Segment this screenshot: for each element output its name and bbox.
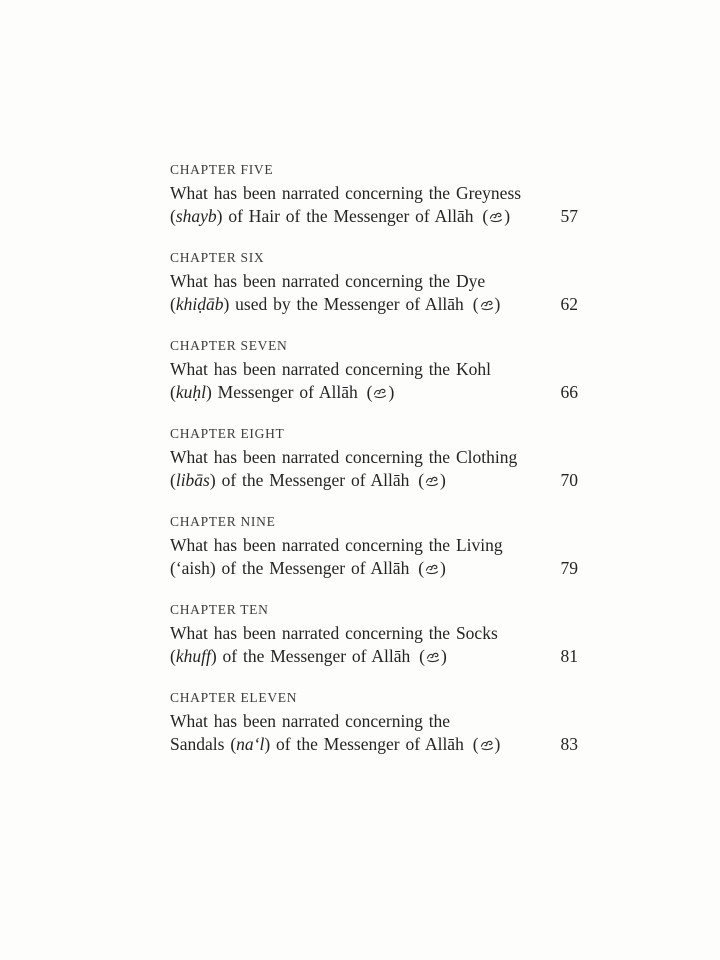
honorific-paren-close: ) (494, 294, 501, 314)
toc-entry (170, 512, 578, 580)
transliterated-term: khiḍāb (175, 294, 224, 314)
honorific (419, 646, 447, 666)
chapter-description-line1: What has been narrated concerning the Dye (170, 271, 486, 291)
honorific-paren-open: ( (472, 294, 479, 314)
chapter-description-line2 (170, 733, 578, 756)
line2-prefix: ( (170, 206, 176, 226)
line2-suffix: ) of the Messenger of Allāh (209, 470, 410, 490)
chapter-description-line2 (170, 293, 578, 316)
page-number: 81 (560, 646, 578, 666)
line2-prefix: ( (170, 646, 176, 666)
page-number: 57 (560, 206, 578, 226)
honorific (418, 558, 446, 578)
honorific-paren-close: ) (441, 646, 447, 666)
honorific (473, 294, 501, 314)
chapter-description-line1: What has been narrated concerning the Kohl (170, 359, 491, 379)
toc-entry (170, 688, 578, 756)
line2-suffix: ) used by the Messenger of Allāh (223, 294, 464, 314)
line2-prefix: ( (170, 470, 176, 490)
honorific-paren-open: ( (482, 206, 489, 226)
chapter-heading: CHAPTER EIGHT (170, 426, 285, 441)
chapter-description-line1: What has been narrated concerning the Socks (170, 623, 498, 643)
honorific-paren-close: ) (388, 382, 395, 402)
chapter-description-line2-text (170, 469, 446, 492)
chapter-description-line1: What has been narrated concerning the Greyness (170, 183, 522, 203)
transliterated-term: shayb (175, 206, 217, 226)
toc-entry (170, 424, 578, 492)
honorific-paren-open: ( (419, 646, 425, 666)
sallallahu-alayhi-wasallam-icon (373, 387, 387, 399)
line2-prefix: ( (170, 294, 176, 314)
page-number: 83 (560, 734, 578, 754)
honorific-paren-close: ) (440, 558, 446, 578)
chapter-heading: CHAPTER NINE (170, 514, 276, 529)
sallallahu-alayhi-wasallam-icon (480, 739, 494, 751)
transliterated-term: kuḥl (175, 382, 206, 402)
chapter-description-line2 (170, 557, 578, 580)
honorific-paren-open: ( (472, 734, 479, 754)
toc-entry (170, 248, 578, 316)
chapter-description-line2-text (170, 205, 510, 228)
transliterated-term: libās (175, 470, 210, 490)
chapter-description-line2 (170, 205, 578, 228)
chapter-description-line2-text (170, 381, 394, 404)
page-number: 79 (560, 558, 578, 578)
table-of-contents (170, 160, 578, 776)
chapter-heading: CHAPTER SIX (170, 250, 265, 265)
chapter-description-line2-text (170, 733, 500, 756)
transliterated-term: na‘l (236, 734, 265, 754)
chapter-heading: CHAPTER FIVE (170, 162, 274, 177)
honorific-paren-open: ( (366, 382, 373, 402)
chapter-description-line1: What has been narrated concerning the Clothing (170, 447, 518, 467)
toc-entry (170, 600, 578, 668)
chapter-description-line2-text (170, 645, 447, 668)
transliterated-term: ‘aish (175, 558, 210, 578)
line2-prefix: Sandals ( (170, 734, 237, 754)
page-number: 70 (560, 470, 578, 490)
chapter-heading: CHAPTER ELEVEN (170, 690, 298, 705)
line2-suffix: ) of the Messenger of Allāh (264, 734, 464, 754)
line2-suffix: ) of the Messenger of Allāh (209, 558, 410, 578)
chapter-description-line2 (170, 469, 578, 492)
page-number: 66 (560, 382, 578, 402)
page-number: 62 (560, 294, 578, 314)
line2-prefix: ( (170, 382, 176, 402)
honorific-paren-close: ) (494, 734, 501, 754)
honorific-paren-close: ) (440, 470, 446, 490)
line2-suffix: ) of Hair of the Messenger of Allāh (216, 206, 474, 226)
honorific-paren-close: ) (504, 206, 511, 226)
chapter-description-line2 (170, 381, 578, 404)
honorific-paren-open: ( (418, 470, 425, 490)
honorific-paren-open: ( (418, 558, 425, 578)
transliterated-term: khuff (175, 646, 211, 666)
sallallahu-alayhi-wasallam-icon (426, 651, 440, 663)
sallallahu-alayhi-wasallam-icon (480, 299, 494, 311)
chapter-heading: CHAPTER SEVEN (170, 338, 288, 353)
toc-entry (170, 160, 578, 228)
chapter-heading: CHAPTER TEN (170, 602, 269, 617)
line2-suffix: ) of the Messenger of Allāh (210, 646, 411, 666)
toc-entry (170, 336, 578, 404)
chapter-description-line2-text (170, 557, 446, 580)
honorific (482, 206, 510, 226)
line2-prefix: ( (170, 558, 176, 578)
line2-suffix: ) Messenger of Allāh (205, 382, 358, 402)
chapter-description-line2 (170, 645, 578, 668)
sallallahu-alayhi-wasallam-icon (425, 475, 439, 487)
chapter-description-line2-text (170, 293, 500, 316)
honorific (473, 734, 501, 754)
sallallahu-alayhi-wasallam-icon (489, 211, 503, 223)
chapter-description-line1: What has been narrated concerning the Living (170, 535, 503, 555)
chapter-description-line1: What has been narrated concerning the (170, 711, 451, 731)
honorific (367, 382, 395, 402)
sallallahu-alayhi-wasallam-icon (425, 563, 439, 575)
honorific (418, 470, 446, 490)
